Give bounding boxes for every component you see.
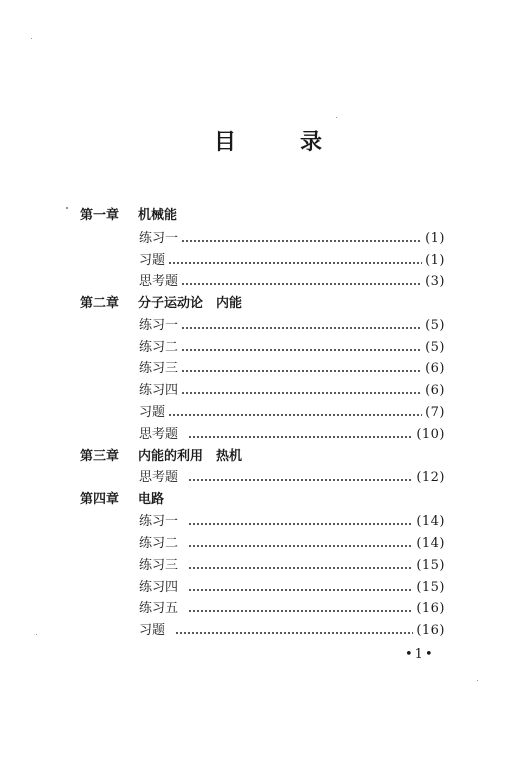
toc-entry-page: (15)	[416, 558, 445, 573]
leader-dots	[188, 436, 413, 438]
chapter-number: 第三章	[80, 449, 120, 464]
toc-entry-label: 练习四	[139, 383, 179, 398]
toc-entry-label: 练习三	[139, 558, 179, 573]
leader-dots	[181, 349, 422, 351]
toc-entry-page: (3)	[425, 274, 445, 289]
title-char-2: 录	[300, 130, 323, 155]
chapter-heading-3	[80, 447, 242, 467]
toc-entry-page: (6)	[425, 383, 445, 398]
scan-speck	[31, 38, 32, 39]
toc-entry-page: (14)	[416, 514, 445, 529]
chapter-heading-4	[80, 490, 164, 510]
chapter-heading-1	[80, 206, 177, 226]
toc-entry	[139, 316, 445, 336]
page-title	[0, 128, 505, 158]
toc-entry	[139, 534, 445, 554]
toc-entry-page: (5)	[425, 340, 445, 355]
toc-entry-label: 练习三	[139, 361, 179, 376]
toc-entry-page: (1)	[425, 253, 445, 268]
toc-entry-label: 思考题	[139, 427, 179, 442]
leader-dots	[181, 283, 422, 285]
toc-entry	[139, 338, 445, 358]
toc-entry	[139, 272, 445, 292]
toc-entry	[139, 578, 445, 598]
toc-entry-label: 习题	[139, 623, 166, 638]
toc-entry-page: (10)	[416, 427, 445, 442]
chapter-name: 机械能	[138, 208, 178, 223]
chapter-number: 第一章	[80, 208, 120, 223]
toc-entry-label: 练习二	[139, 340, 179, 355]
toc-entry	[139, 512, 445, 532]
toc-entry	[139, 599, 445, 619]
toc-entry	[139, 359, 445, 379]
toc-entry-page: (1)	[425, 231, 445, 246]
toc-entry-label: 习题	[139, 253, 166, 268]
toc-entry-page: (5)	[425, 318, 445, 333]
leader-dots	[188, 523, 413, 525]
toc-entry-page: (16)	[416, 623, 445, 638]
title-char-1: 目	[214, 130, 237, 155]
toc-entry	[139, 381, 445, 401]
chapter-name: 内能的利用 热机	[138, 449, 243, 464]
leader-dots	[181, 240, 422, 242]
toc-entry	[139, 229, 445, 249]
toc-entry-page: (16)	[416, 601, 445, 616]
leader-dots	[188, 610, 413, 612]
leader-dots	[175, 632, 413, 634]
toc-entry	[139, 621, 445, 641]
toc-entry	[139, 425, 445, 445]
chapter-name: 分子运动论 内能	[138, 296, 243, 311]
page-number: •1•	[405, 647, 435, 662]
toc-entry-label: 练习四	[139, 580, 179, 595]
scan-speck	[477, 680, 478, 681]
toc-entry-label: 练习一	[139, 231, 179, 246]
chapter-heading-2	[80, 294, 242, 314]
chapter-name: 电路	[138, 492, 165, 507]
leader-dots	[188, 479, 413, 481]
leader-dots	[188, 589, 413, 591]
toc-entry	[139, 251, 445, 271]
toc-entry-label: 习题	[139, 405, 166, 420]
leader-dots	[168, 262, 422, 264]
toc-entry-label: 练习一	[139, 318, 179, 333]
toc-entry-page: (12)	[416, 470, 445, 485]
chapter-number: 第四章	[80, 492, 120, 507]
chapter-number: 第二章	[80, 296, 120, 311]
leader-dots	[181, 327, 422, 329]
toc-entry	[139, 556, 445, 576]
toc-entry-page: (15)	[416, 580, 445, 595]
leader-dots	[188, 545, 413, 547]
toc-entry	[139, 403, 445, 423]
toc-entry-page: (6)	[425, 361, 445, 376]
leader-dots	[168, 414, 422, 416]
toc-entry-label: 练习一	[139, 514, 179, 529]
toc-entry	[139, 468, 445, 488]
scan-speck	[36, 634, 37, 635]
toc-entry-label: 练习五	[139, 601, 179, 616]
toc-entry-label: 思考题	[139, 470, 179, 485]
leader-dots	[188, 567, 413, 569]
scan-speck	[336, 117, 337, 118]
leader-dots	[181, 392, 422, 394]
toc-entry-label: 思考题	[139, 274, 179, 289]
toc-entry-page: (14)	[416, 536, 445, 551]
scan-speck	[66, 207, 68, 209]
toc-entry-label: 练习二	[139, 536, 179, 551]
leader-dots	[181, 370, 422, 372]
toc-entry-page: (7)	[425, 405, 445, 420]
